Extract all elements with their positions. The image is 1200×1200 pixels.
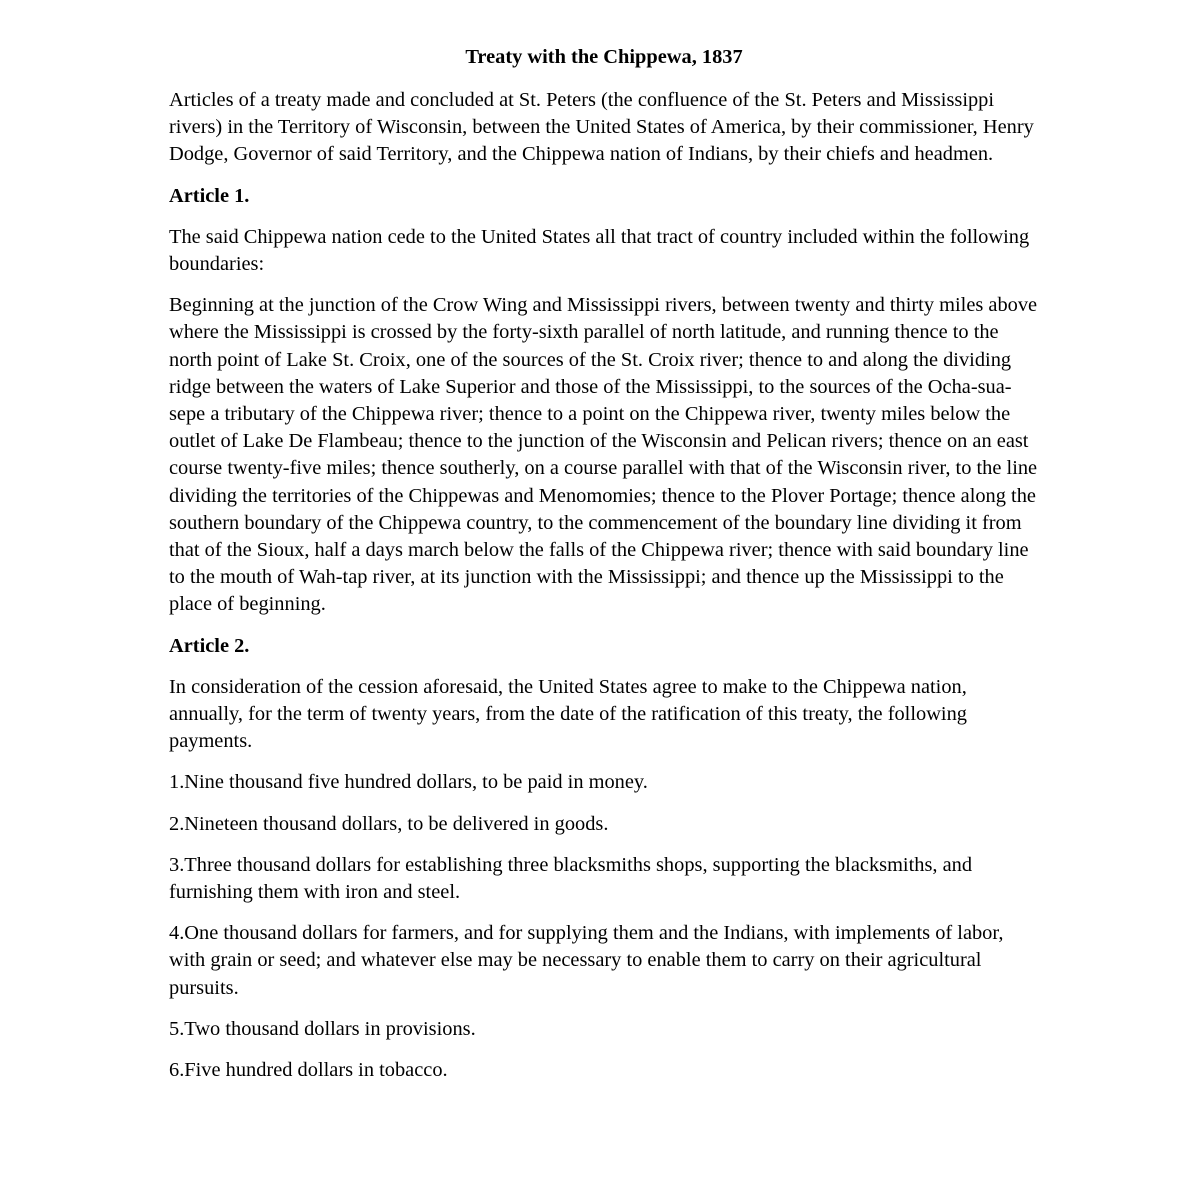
article-1-heading: Article 1. — [169, 184, 250, 207]
document-title: Treaty with the Chippewa, 1837 — [465, 46, 743, 68]
preamble-paragraph: Articles of a treaty made and concluded at St. Peters (the confluence of the St. Peters and Mississippi rivers) in the Territory of Wisconsin, between the United States of America, by their commissioner, Henry Dodge, Governor of said Territory, and the Chippewa nation of Indians, by their chiefs and headmen. — [169, 89, 1034, 166]
article-1-paragraph-1: The said Chippewa nation cede to the United States all that tract of country included within the following boundaries: — [169, 225, 1030, 276]
payment-item-2: 2.Nineteen thousand dollars, to be delivered in goods. — [169, 812, 609, 835]
article-1-paragraph-2: Beginning at the junction of the Crow Wing and Mississippi rivers, between twenty and thirty miles above where the Mississippi is crossed by the forty-sixth parallel of north latitude, and running thence to the north point of Lake St. Croix, one of the sources of the St. Croix river; thence to and along the dividing ridge between the waters of Lake Superior and those of the Mississippi, to the sources of the Ocha-sua-sepe a tributary of the Chippewa river; thence to a point on the Chippewa river, twenty miles below the outlet of Lake De Flambeau; thence to the junction of the Wisconsin and Pelican rivers; thence on an east course twenty-five miles; thence southerly, on a course parallel with that of the Wisconsin river, to the line dividing the territories of the Chippewas and Menomomies; thence to the Plover Portage; thence along the southern boundary of the Chippewa country, to the commencement of the boundary line dividing it from that of the Sioux, half a days march below the falls of the Chippewa river; thence with said boundary line to the mouth of Wah-tap river, at its junction with the Mississippi; and thence up the Mississippi to the place of beginning. — [169, 294, 1038, 616]
article-2-heading: Article 2. — [169, 634, 250, 657]
payment-item-3: 3.Three thousand dollars for establishing three blacksmiths shops, supporting the blacksmiths, and furnishing them with iron and steel. — [169, 853, 973, 904]
article-2-paragraph-1: In consideration of the cession aforesaid, the United States agree to make to the Chippewa nation, annually, for the term of twenty years, from the date of the ratification of this treaty, the following payments. — [169, 675, 967, 753]
document-page — [169, 44, 1039, 1098]
payment-item-5: 5.Two thousand dollars in provisions. — [169, 1017, 476, 1040]
payment-item-1: 1.Nine thousand five hundred dollars, to be paid in money. — [169, 771, 648, 794]
payment-item-4: 4.One thousand dollars for farmers, and for supplying them and the Indians, with implements of labor, with grain or seed; and whatever else may be necessary to enable them to carry on their agricultural pursuits. — [169, 922, 1004, 999]
payment-item-6: 6.Five hundred dollars in tobacco. — [169, 1059, 448, 1082]
